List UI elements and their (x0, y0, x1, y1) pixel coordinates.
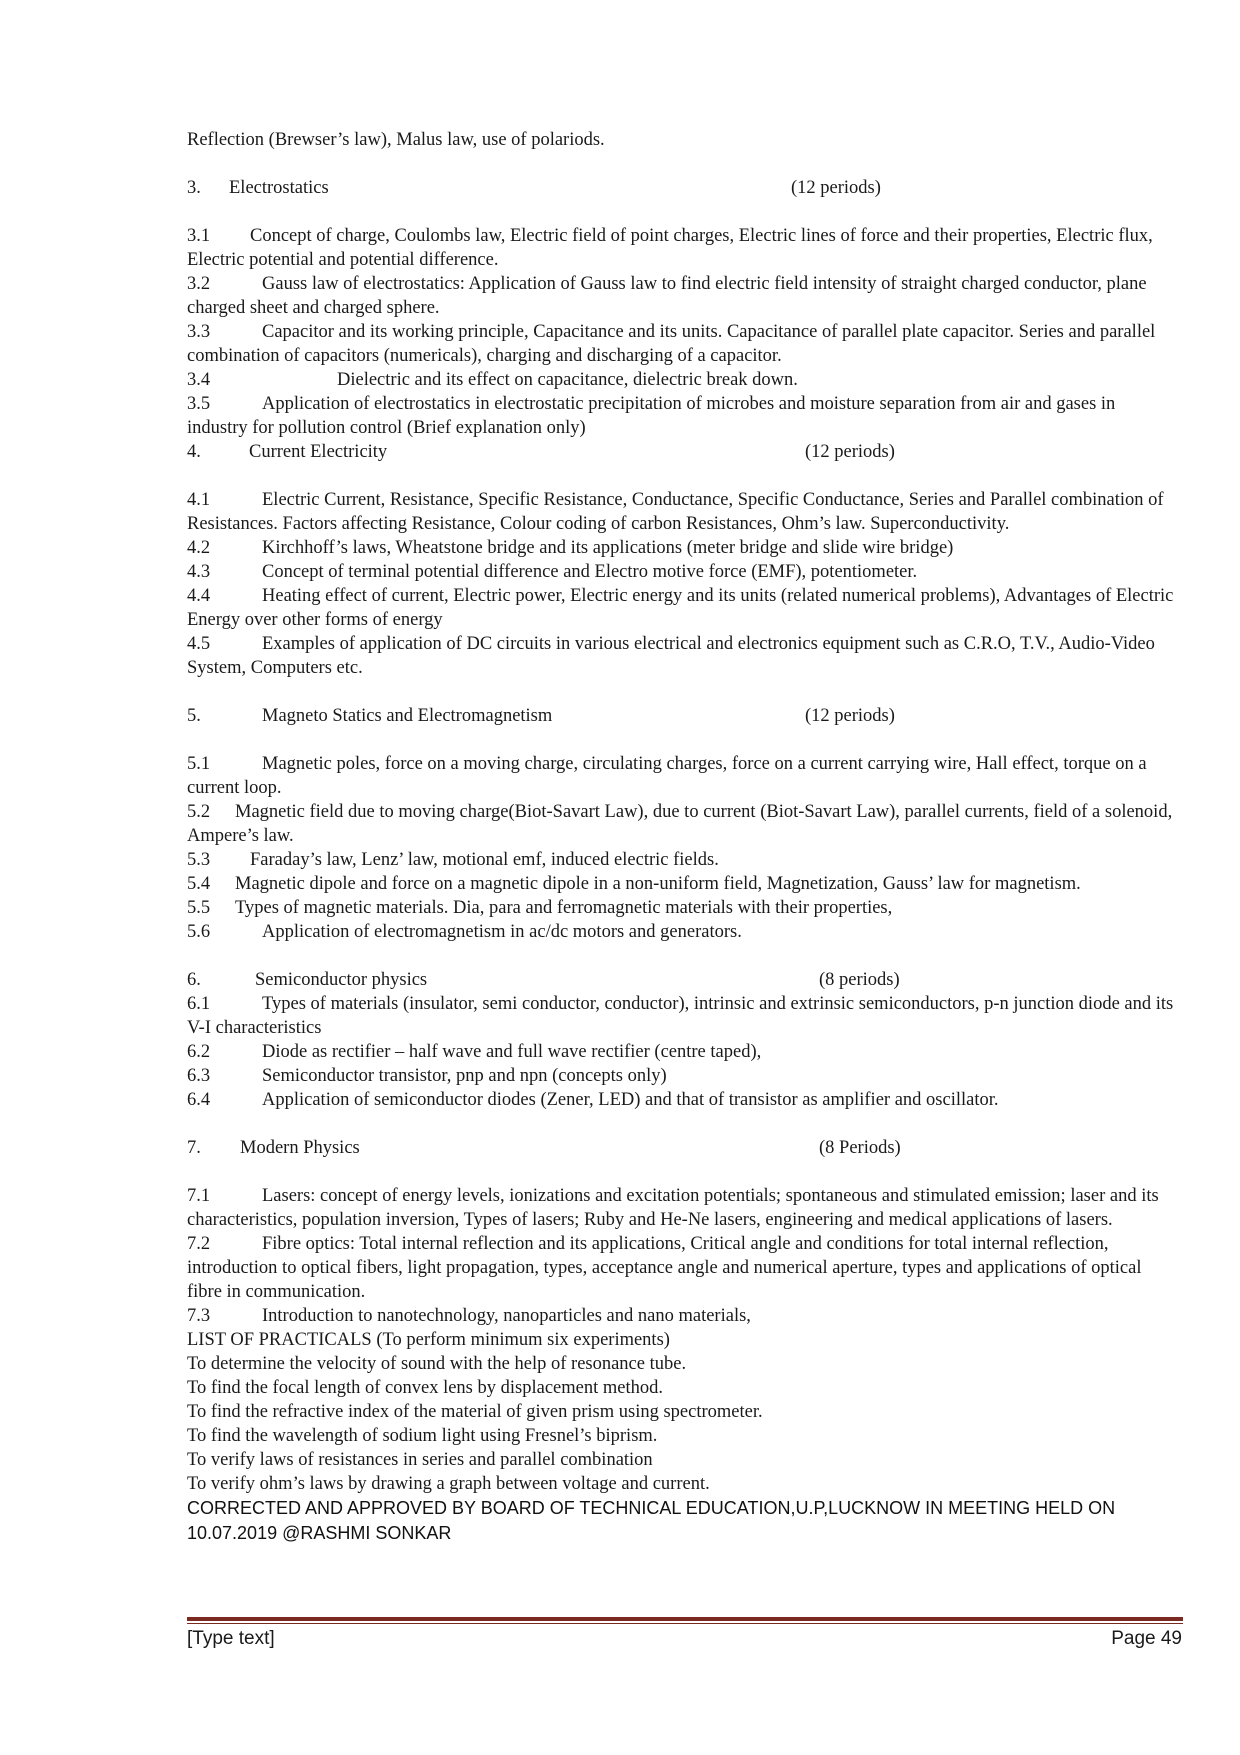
list-item: 5.1 Magnetic poles, force on a moving charge, circulating charges, force on a current carrying wire, Hall effect, torque on a current loop. (187, 754, 1147, 798)
section-periods: (8 Periods) (819, 1138, 901, 1158)
section-periods: (12 periods) (805, 706, 895, 726)
section-periods: (12 periods) (791, 178, 881, 198)
list-item: 3.2 Gauss law of electrostatics: Application of Gauss law to find electric field intensity of straight charged conductor, plane charged sheet and charged sphere. (187, 274, 1147, 318)
list-item: 6.3 Semiconductor transistor, pnp and npn (concepts only) (187, 1066, 667, 1086)
section-number: 4. (187, 442, 201, 462)
list-item: 6.1 Types of materials (insulator, semi conductor, conductor), intrinsic and extrinsic semiconductors, p-n junction diode and its V-I characteristics (187, 994, 1174, 1038)
section-title: Current Electricity (249, 442, 388, 462)
practicals-heading: LIST OF PRACTICALS (To perform minimum six experiments) (187, 1330, 670, 1350)
list-item: 7.2 Fibre optics: Total internal reflection and its applications, Critical angle and conditions for total internal reflection, introduction to optical fibers, light propagation, types, acceptance angle and numerical aperture, types and applications of optical fibre in communication. (187, 1234, 1142, 1302)
section-title: Magneto Statics and Electromagnetism (262, 706, 553, 726)
practical-item: To find the refractive index of the material of given prism using spectrometer. (187, 1402, 763, 1422)
section-number: 5. (187, 706, 201, 726)
document-body (187, 128, 1177, 1546)
list-item: 4.1 Electric Current, Resistance, Specific Resistance, Conductance, Specific Conductance, Series and Parallel combination of Resistances. Factors affecting Resistance, Colour coding of carbon Resistances, Ohm’s law. Superconductivity. (187, 490, 1164, 534)
list-item: 7.3 Introduction to nanotechnology, nanoparticles and nano materials, (187, 1306, 751, 1326)
page-number: Page 49 (1111, 1628, 1182, 1649)
list-item: 4.4 Heating effect of current, Electric power, Electric energy and its units (related numerical problems), Advantages of Electric Energy over other forms of energy (187, 586, 1174, 630)
section-title: Semiconductor physics (255, 970, 428, 990)
list-item: 4.3 Concept of terminal potential difference and Electro motive force (EMF), potentiometer. (187, 562, 918, 582)
section-heading-4 (187, 440, 1177, 464)
section-periods: (12 periods) (805, 442, 895, 462)
list-item: 5.6 Application of electromagnetism in ac/dc motors and generators. (187, 922, 742, 942)
approval-note-line: CORRECTED AND APPROVED BY BOARD OF TECHNICAL EDUCATION,U.P,LUCKNOW IN MEETING HELD ON (187, 1498, 1116, 1518)
list-item: 6.2 Diode as rectifier – half wave and full wave rectifier (centre taped), (187, 1042, 762, 1062)
list-item: 5.2 Magnetic field due to moving charge(Biot-Savart Law), due to current (Biot-Savart Law), parallel currents, field of a solenoid, Ampere’s law. (187, 802, 1173, 846)
list-item: 5.4 Magnetic dipole and force on a magnetic dipole in a non-uniform field, Magnetization, Gauss’ law for magnetism. (187, 874, 1081, 894)
practical-item: To verify laws of resistances in series and parallel combination (187, 1450, 653, 1470)
section-heading-5 (187, 704, 1177, 728)
section-periods: (8 periods) (819, 970, 900, 990)
list-item: 3.3 Capacitor and its working principle, Capacitance and its units. Capacitance of parallel plate capacitor. Series and parallel combination of capacitors (numericals), charging and discharging of a capacitor. (187, 322, 1156, 366)
section-number: 6. (187, 970, 201, 990)
section-number: 3. (187, 178, 201, 198)
practical-item: To determine the velocity of sound with the help of resonance tube. (187, 1354, 687, 1374)
list-item: 3.5 Application of electrostatics in electrostatic precipitation of microbes and moisture separation from air and gases in industry for pollution control (Brief explanation only) (187, 394, 1116, 438)
list-item: 7.1 Lasers: concept of energy levels, ionizations and excitation potentials; spontaneous and stimulated emission; laser and its characteristics, population inversion, Types of lasers; Ruby and He-Ne lasers, engineering and medical applications of lasers. (187, 1186, 1159, 1230)
approval-note-line: 10.07.2019 @RASHMI SONKAR (187, 1523, 452, 1543)
list-item: 4.5 Examples of application of DC circuits in various electrical and electronics equipment such as C.R.O, T.V., Audio-Video System, Computers etc. (187, 634, 1155, 678)
footer-placeholder-text: [Type text] (187, 1628, 275, 1649)
list-item: 5.5 Types of magnetic materials. Dia, para and ferromagnetic materials with their properties, (187, 898, 893, 918)
list-item: 6.4 Application of semiconductor diodes (Zener, LED) and that of transistor as amplifier and oscillator. (187, 1090, 999, 1110)
practical-item: To find the wavelength of sodium light using Fresnel’s biprism. (187, 1426, 658, 1446)
section-number: 7. (187, 1138, 201, 1158)
approval-note (187, 1496, 1177, 1546)
list-item: 5.3 Faraday’s law, Lenz’ law, motional emf, induced electric fields. (187, 850, 719, 870)
list-item: 4.2 Kirchhoff’s laws, Wheatstone bridge and its applications (meter bridge and slide wire bridge) (187, 538, 954, 558)
footer-rule-thin (187, 1623, 1183, 1624)
footer-rule-thick (187, 1617, 1183, 1621)
section-heading-3 (187, 176, 1177, 200)
section-title: Modern Physics (240, 1138, 360, 1158)
intro-line: Reflection (Brewser’s law), Malus law, use of polariods. (187, 130, 605, 150)
section-title: Electrostatics (229, 178, 329, 198)
practical-item: To find the focal length of convex lens by displacement method. (187, 1378, 663, 1398)
section-heading-6 (187, 968, 1177, 992)
list-item: 3.1 Concept of charge, Coulombs law, Electric field of point charges, Electric lines of force and their properties, Electric flux, Electric potential and potential difference. (187, 226, 1153, 270)
section-heading-7 (187, 1136, 1177, 1160)
list-item: 3.4 Dielectric and its effect on capacitance, dielectric break down. (187, 370, 798, 390)
practical-item: To verify ohm’s laws by drawing a graph between voltage and current. (187, 1474, 710, 1494)
